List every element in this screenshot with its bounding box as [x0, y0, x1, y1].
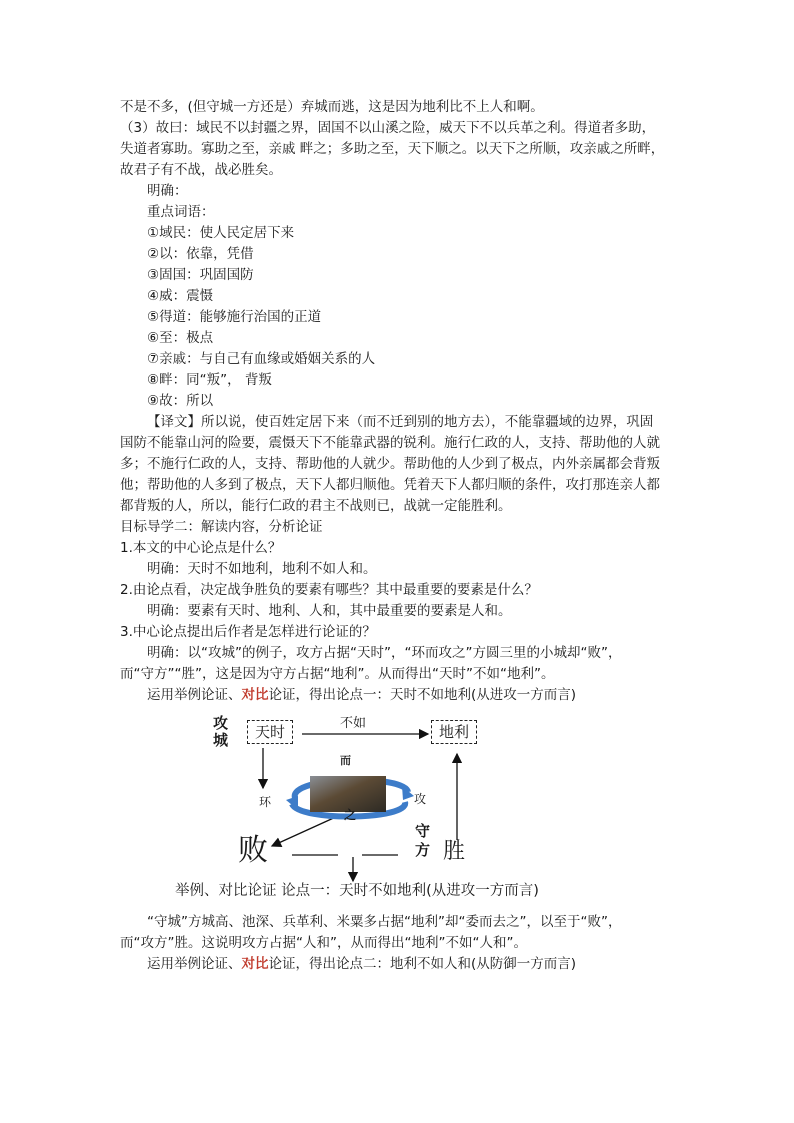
- diagram-caption: 举例、对比论证 论点一：天时不如地利(从进攻一方而言): [175, 883, 539, 899]
- text-line: 故君子有不战，战必胜矣。: [120, 162, 282, 178]
- method-highlight: 对比: [241, 956, 269, 972]
- translation-line: 国防不能靠山河的险要，震慑天下不能靠武器的锐利。施行仁政的人，支持、帮助他的人就: [120, 435, 660, 451]
- text-line: 明确：: [147, 183, 188, 199]
- gong-label: 攻: [414, 792, 427, 806]
- method-text: 论证，得出论点一：天时不如地利(从进攻一方而言): [268, 687, 577, 703]
- vocab-item: ⑧畔：同“叛”， 背叛: [147, 372, 272, 388]
- attack-city-label: 攻城: [213, 714, 229, 749]
- question: 2.由论点看，决定战争胜负的要素有哪些？其中最重要的要素是什么？: [120, 582, 538, 598]
- vocab-item: ③固国：巩固国防: [147, 267, 254, 283]
- answer: 而“守方”“胜”，这是因为守方占据“地利”。从而得出“天时”不如“地利”。: [120, 666, 555, 682]
- answer: 明确：天时不如地利，地利不如人和。: [147, 561, 377, 577]
- vocab-item: ⑥至：极点: [147, 330, 214, 346]
- shoufang-label: 守方: [415, 822, 431, 859]
- text-line: （3）故曰：域民不以封疆之界，固国不以山溪之险，威天下不以兵革之利。得道者多助，: [120, 120, 656, 136]
- translation-line: 都背叛的人，所以，能行仁政的君主不战则已，战就一定能胜利。: [120, 498, 512, 514]
- huan-label: 环: [259, 795, 272, 809]
- text-line: 而“攻方”胜。这说明攻方占据“人和”，从而得出“地利”不如“人和”。: [120, 935, 527, 951]
- vocab-item: ①域民：使人民定居下来: [147, 225, 295, 241]
- section-heading: 目标导学二：解读内容，分析论证: [120, 519, 323, 535]
- vocab-item: ⑦亲戚：与自己有血缘或婚姻关系的人: [147, 351, 376, 367]
- answer: 明确：要素有天时、地利、人和，其中最重要的要素是人和。: [147, 603, 512, 619]
- tianshi-box: 天时: [247, 720, 293, 744]
- sheng-label: 胜: [443, 839, 466, 864]
- dili-box: 地利: [431, 720, 477, 744]
- method-text: 运用举例论证、: [147, 956, 242, 972]
- question: 1.本文的中心论点是什么？: [120, 540, 282, 556]
- method-highlight: 对比: [241, 687, 269, 703]
- vocab-item: ⑨故：所以: [147, 393, 214, 409]
- buru-label: 不如: [340, 716, 367, 731]
- translation-line: 多；不施行仁政的人，支持、帮助他的人就少。帮助他的人少到了极点，内外亲属都会背叛: [120, 456, 660, 472]
- er-label: 而: [340, 754, 351, 767]
- bai-label: 败: [238, 833, 268, 868]
- argument-diagram: [200, 706, 600, 901]
- vocab-item: ④威：震慑: [147, 288, 214, 304]
- translation-line: 他；帮助他的人多到了极点，天下人都归顺他。凭着天下人都归顺的条件，攻打那连亲人都: [120, 477, 660, 493]
- translation-line: 【译文】所以说，使百姓定居下来（而不迁到别的地方去），不能靠疆域的边界，巩固: [147, 414, 654, 430]
- vocab-item: ②以：依靠，凭借: [147, 246, 254, 262]
- method-text: 运用举例论证、: [147, 687, 242, 703]
- text-line: 不是不多，(但守城一方还是）弃城而逃，这是因为地利比不上人和啊。: [120, 99, 544, 115]
- answer: 明确：以“攻城”的例子，攻方占据“天时”，“环而攻之”方圆三里的小城却“败”，: [147, 645, 622, 661]
- text-line: 重点词语：: [147, 204, 215, 220]
- method-line-2: [147, 954, 576, 975]
- question: 3.中心论点提出后作者是怎样进行论证的？: [120, 624, 376, 640]
- vocab-item: ⑤得道：能够施行治国的正道: [147, 309, 322, 325]
- text-line: 失道者寡助。寡助之至，亲戚 畔之；多助之至，天下顺之。以天下之所顺，攻亲戚之所畔，: [120, 141, 665, 157]
- zhi-label: 之: [344, 808, 357, 822]
- text-line: “守城”方城高、池深、兵革利、米粟多占据“地利”却“委而去之”，以至于“败”，: [147, 914, 622, 930]
- method-line-1: [147, 685, 576, 706]
- method-text: 论证，得出论点二：地利不如人和(从防御一方而言): [268, 956, 577, 972]
